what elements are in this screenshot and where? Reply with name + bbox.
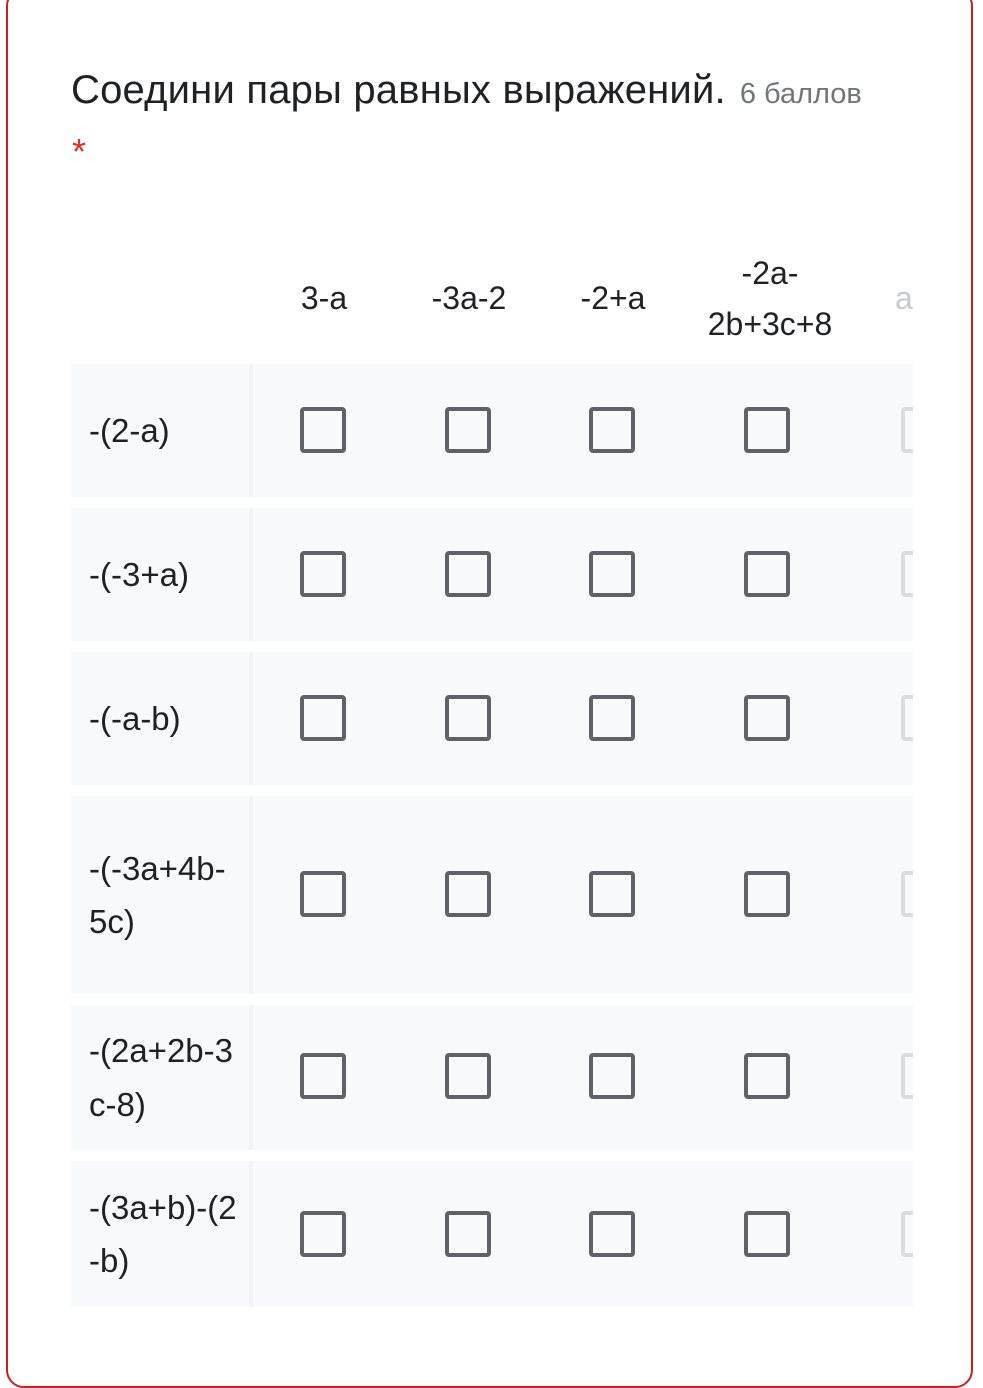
column-header-4: -2a-​2b+3c+8 xyxy=(707,254,833,342)
grid-row-2 xyxy=(71,508,913,641)
required-asterisk: * xyxy=(72,131,87,172)
row-label-6: -(3a+b)-​(2-b) xyxy=(89,1188,237,1279)
checkbox-r3-c5[interactable] xyxy=(901,695,913,741)
grid-row-6 xyxy=(71,1161,913,1307)
checkbox-r3-c4[interactable] xyxy=(744,695,790,741)
column-headers xyxy=(71,240,913,358)
row-label-3: -(-a-b) xyxy=(89,699,181,737)
row-divider xyxy=(249,1161,253,1307)
checkbox-r6-c1[interactable] xyxy=(300,1211,346,1257)
grid-row-3 xyxy=(71,652,913,785)
checkbox-r5-c5[interactable] xyxy=(901,1053,913,1099)
checkbox-r5-c4[interactable] xyxy=(744,1053,790,1099)
grid-row-4 xyxy=(71,796,913,994)
column-header-3: -2+a xyxy=(580,280,646,317)
checkbox-r4-c3[interactable] xyxy=(589,871,635,917)
column-header-1: 3-a xyxy=(300,280,348,317)
checkbox-r2-c3[interactable] xyxy=(589,551,635,597)
checkbox-r1-c2[interactable] xyxy=(445,407,491,453)
checkbox-r4-c5[interactable] xyxy=(901,871,913,917)
checkbox-r1-c4[interactable] xyxy=(744,407,790,453)
checkbox-r6-c4[interactable] xyxy=(744,1211,790,1257)
row-divider xyxy=(249,652,253,785)
question-title: Соедини пары равных выражений. xyxy=(71,68,726,112)
row-divider xyxy=(249,508,253,641)
checkbox-r5-c2[interactable] xyxy=(445,1053,491,1099)
points-label: 6 баллов xyxy=(739,78,862,110)
row-label-4: -​(-3a+4b-​5c) xyxy=(89,849,226,940)
row-divider xyxy=(249,796,253,994)
checkbox-r6-c2[interactable] xyxy=(445,1211,491,1257)
checkbox-r6-c3[interactable] xyxy=(589,1211,635,1257)
column-header-2: -3a-2 xyxy=(431,280,507,317)
column-header-5: a xyxy=(895,280,913,317)
row-label-5: -(2a+2b-​3c-8) xyxy=(89,1032,234,1123)
checkbox-r6-c5[interactable] xyxy=(901,1211,913,1257)
checkbox-r5-c1[interactable] xyxy=(300,1053,346,1099)
checkbox-r4-c2[interactable] xyxy=(445,871,491,917)
grid-row-5 xyxy=(71,1005,913,1150)
checkbox-r4-c1[interactable] xyxy=(300,871,346,917)
row-label-2: -(-3+a) xyxy=(89,555,189,593)
checkbox-r4-c4[interactable] xyxy=(744,871,790,917)
grid-row-1 xyxy=(71,364,913,497)
row-divider xyxy=(249,1005,253,1150)
checkbox-r1-c5[interactable] xyxy=(901,407,913,453)
checkbox-r1-c1[interactable] xyxy=(300,407,346,453)
checkbox-r2-c2[interactable] xyxy=(445,551,491,597)
checkbox-r3-c1[interactable] xyxy=(300,695,346,741)
checkbox-r2-c4[interactable] xyxy=(744,551,790,597)
checkbox-r2-c5[interactable] xyxy=(901,551,913,597)
checkbox-r5-c3[interactable] xyxy=(589,1053,635,1099)
checkbox-grid[interactable] xyxy=(71,240,913,1333)
row-divider xyxy=(249,364,253,497)
checkbox-r3-c2[interactable] xyxy=(445,695,491,741)
checkbox-r3-c3[interactable] xyxy=(589,695,635,741)
checkbox-r2-c1[interactable] xyxy=(300,551,346,597)
checkbox-r1-c3[interactable] xyxy=(589,407,635,453)
row-label-1: -(2-a) xyxy=(89,411,170,449)
question-header xyxy=(71,68,921,113)
